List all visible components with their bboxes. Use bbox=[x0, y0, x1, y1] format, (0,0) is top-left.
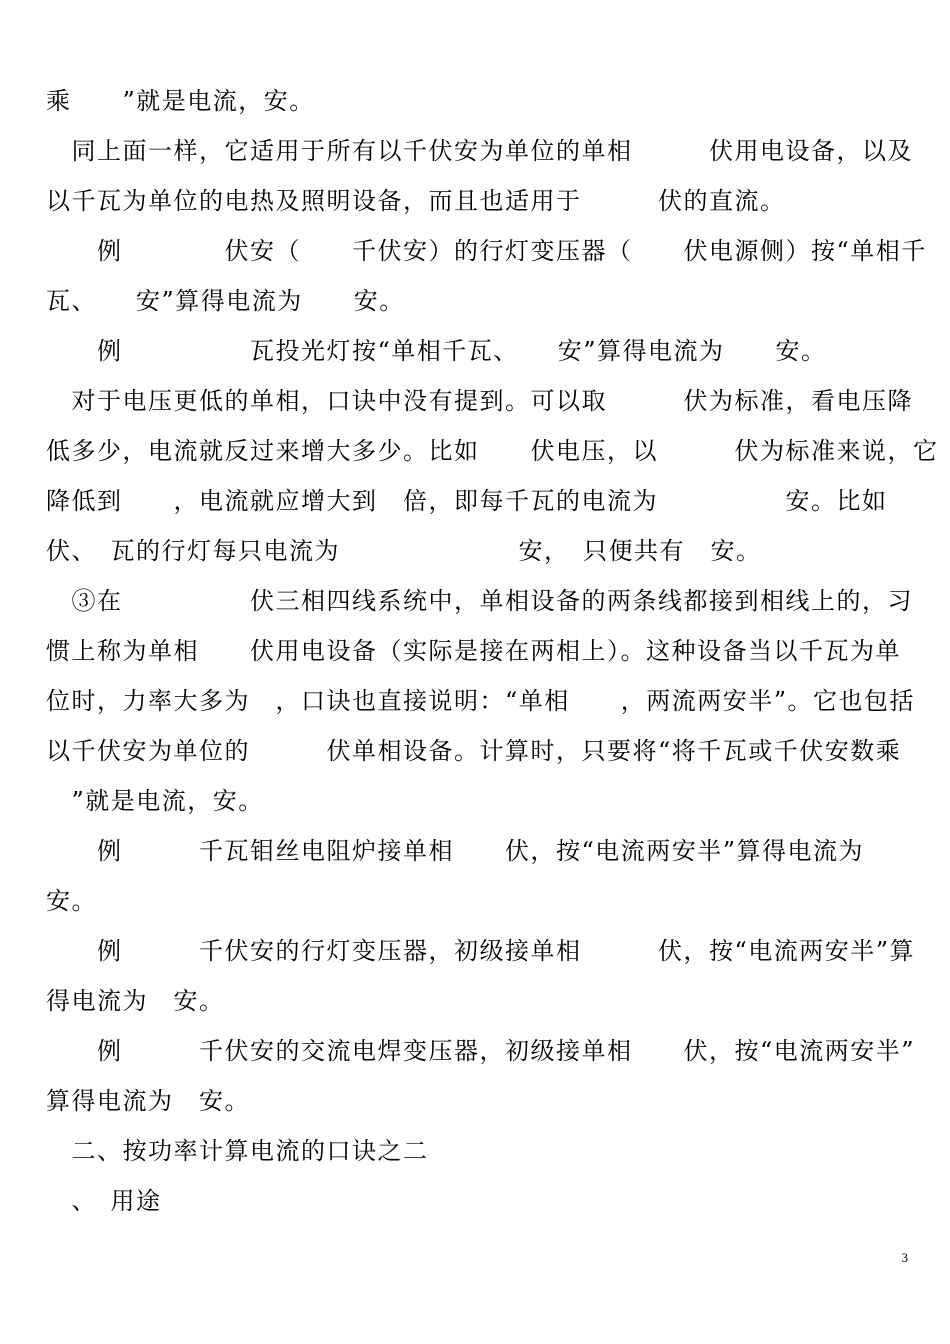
text-line: 安。 bbox=[46, 887, 97, 915]
text-line: 算得电流为 安。 bbox=[46, 1087, 250, 1115]
text-line: 瓦、 安”算得电流为 安。 bbox=[46, 287, 405, 315]
text-line: 以千伏安为单位的 伏单相设备。计算时，只要将“将千瓦或千伏安数乘 bbox=[46, 737, 902, 765]
text-line: 对于电压更低的单相，口诀中没有提到。可以取 伏为标准，看电压降 bbox=[46, 387, 913, 415]
text-line: 例 瓦投光灯按“单相千瓦、 安”算得电流为 安。 bbox=[46, 337, 827, 365]
text-line: ”就是电流，安。 bbox=[46, 787, 264, 815]
section-heading: 二、按功率计算电流的口诀之二 bbox=[46, 1137, 429, 1165]
text-line: 得电流为 安。 bbox=[46, 987, 225, 1015]
subsection-heading: 、 用途 bbox=[46, 1187, 162, 1215]
text-line: 例 千瓦钼丝电阻炉接单相 伏，按“电流两安半”算得电流为 bbox=[46, 837, 865, 865]
page-number: 3 bbox=[901, 1250, 908, 1265]
text-line: ③在 伏三相四线系统中，单相设备的两条线都接到相线上的，习 bbox=[46, 587, 913, 615]
text-line: 位时，力率大多为 ，口诀也直接说明：“单相 ，两流两安半”。它也包括 bbox=[46, 687, 916, 715]
text-line: 降低到 ，电流就应增大到 倍，即每千瓦的电流为 安。比如 bbox=[46, 487, 888, 515]
text-line: 同上面一样，它适用于所有以千伏安为单位的单相 伏用电设备，以及 bbox=[46, 137, 913, 165]
text-line: 例 千伏安的交流电焊变压器，初级接单相 伏，按“电流两安半” bbox=[46, 1037, 916, 1065]
text-line: 惯上称为单相 伏用电设备（实际是接在两相上）。这种设备当以千瓦为单 bbox=[46, 637, 901, 665]
text-line: 例 千伏安的行灯变压器，初级接单相 伏，按“电流两安半”算 bbox=[46, 937, 916, 965]
text-line: 伏、 瓦的行灯每只电流为 安， 只便共有 安。 bbox=[46, 537, 762, 565]
text-line: 低多少，电流就反过来增大多少。比如 伏电压，以 伏为标准来说，它 bbox=[46, 437, 939, 465]
text-line: 乘 ”就是电流，安。 bbox=[46, 87, 315, 115]
text-line: 以千瓦为单位的电热及照明设备，而且也适用于 伏的直流。 bbox=[46, 187, 786, 215]
text-line: 例 伏安（ 千伏安）的行灯变压器（ 伏电源侧）按“单相千 bbox=[46, 237, 927, 265]
